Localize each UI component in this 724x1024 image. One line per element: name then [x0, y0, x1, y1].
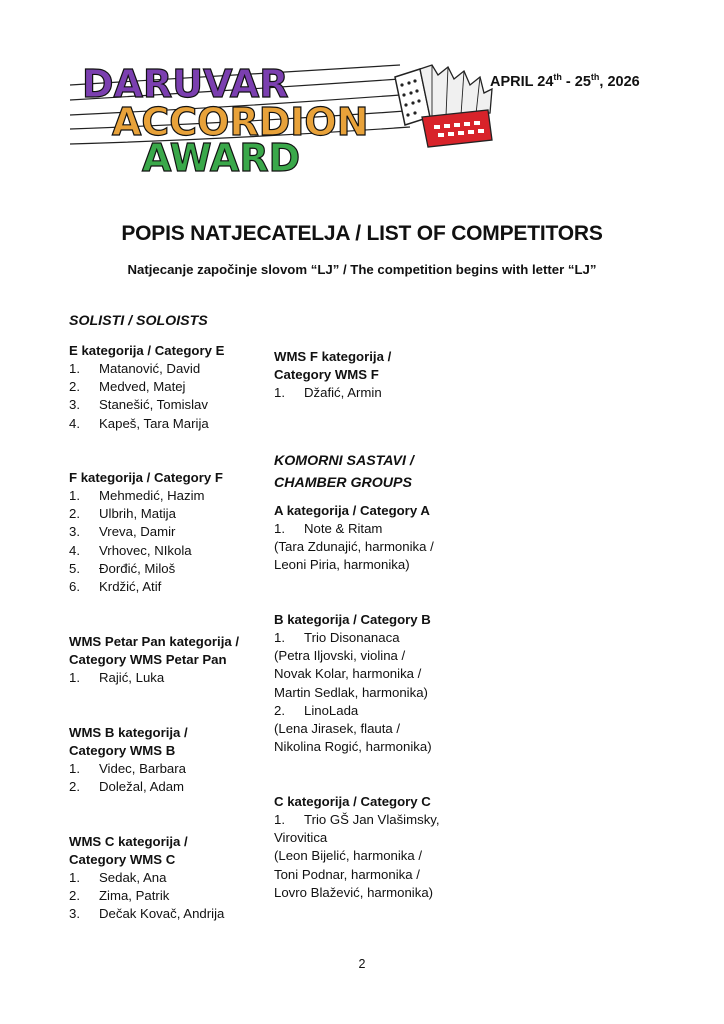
list-item: 3. Stanešić, Tomislav [69, 397, 208, 413]
logo-line3: AWARD [142, 136, 301, 180]
category-a-heading: A kategorija / Category A [274, 503, 430, 518]
group-members: Toni Podnar, harmonika / [274, 866, 420, 882]
group-members: (Tara Zdunajić, harmonika / [274, 539, 434, 555]
list-item: 1. Note & Ritam [274, 521, 383, 536]
chamber-groups-heading [274, 450, 524, 494]
list-item: 1. Džafić, Armin [274, 385, 382, 400]
group-name-continued: Virovitica [274, 830, 328, 846]
list-item: 5. Đorđić, Miloš [69, 560, 176, 576]
daruvar-accordion-award-logo [60, 55, 500, 180]
category-b-heading: B kategorija / Category B [274, 612, 431, 627]
category-b [274, 611, 524, 756]
list-item: 2. Zima, Patrik [69, 888, 170, 904]
category-wms-petar-pan-heading-en: Category WMS Petar Pan [69, 652, 227, 667]
list-item: 1. Sedak, Ana [69, 870, 167, 885]
group-members: Lovro Blažević, harmonika) [274, 884, 434, 900]
list-item: 4. Kapeš, Tara Marija [69, 415, 209, 431]
category-c [274, 793, 524, 902]
category-wms-c [69, 833, 269, 924]
logo-line2: ACCORDION [112, 100, 369, 144]
list-item: 1. Trio Disonanaca [274, 630, 400, 645]
category-wms-b-heading: WMS B kategorija / [69, 725, 188, 740]
group-members: Nikolina Rogić, harmonika) [274, 739, 432, 755]
category-wms-c-heading-en: Category WMS C [69, 852, 176, 867]
page-number: 2 [358, 957, 366, 971]
category-wms-petar-pan [69, 633, 269, 687]
category-wms-c-heading: WMS C kategorija / [69, 834, 188, 849]
group-members: Leoni Piria, harmonika) [274, 557, 410, 573]
list-item: 3. Vreva, Damir [69, 524, 176, 540]
chamber-heading-hr: KOMORNI SASTAVI / [274, 453, 414, 469]
list-item: 2. Doležal, Adam [69, 779, 185, 795]
list-item: 4. Vrhovec, NIkola [69, 542, 192, 558]
list-item: 1. Videc, Barbara [69, 761, 186, 776]
category-c-heading: C kategorija / Category C [274, 794, 431, 809]
page-subtitle: Natjecanje započinje slovom “LJ” / The competition begins with letter “LJ” [127, 262, 597, 277]
group-members: (Petra Iljovski, violina / [274, 648, 406, 664]
category-f-heading: F kategorija / Category F [69, 470, 223, 485]
page-title: POPIS NATJECATELJA / LIST OF COMPETITORS [121, 222, 603, 245]
category-wms-f-heading: WMS F kategorija / [274, 349, 392, 364]
list-item: 1. Trio GŠ Jan Vlašimsky, [274, 812, 440, 827]
list-item: 1. Mehmedić, Hazim [69, 488, 205, 503]
category-e [69, 342, 269, 433]
group-members: (Lena Jirasek, flauta / [274, 721, 401, 737]
category-wms-f-heading-en: Category WMS F [274, 367, 379, 382]
chamber-heading-en: CHAMBER GROUPS [274, 475, 412, 491]
accordion-icon [395, 65, 492, 147]
list-item: 1. Matanović, David [69, 361, 201, 376]
event-date: APRIL 24th - 25th, 2026 [490, 72, 640, 90]
category-wms-f [274, 348, 524, 402]
list-item: 2. Medved, Matej [69, 379, 186, 395]
category-wms-petar-pan-heading: WMS Petar Pan kategorija / [69, 634, 240, 649]
logo-line1: DARUVAR [82, 62, 289, 106]
category-e-heading: E kategorija / Category E [69, 343, 225, 358]
group-members: Martin Sedlak, harmonika) [274, 684, 428, 700]
soloists-heading: SOLISTI / SOLOISTS [69, 313, 208, 329]
category-wms-b [69, 724, 269, 796]
group-members: Novak Kolar, harmonika / [274, 666, 422, 682]
list-item: 2. Ulbrih, Matija [69, 506, 176, 522]
category-wms-b-heading-en: Category WMS B [69, 743, 176, 758]
list-item: 6. Krdžić, Atif [69, 579, 162, 595]
list-item: 2. LinoLada [274, 702, 359, 718]
category-f [69, 469, 269, 596]
category-a [274, 502, 524, 575]
group-members: (Leon Bijelić, harmonika / [274, 848, 423, 864]
list-item: 1. Rajić, Luka [69, 670, 165, 685]
list-item: 3. Dečak Kovač, Andrija [69, 906, 225, 922]
